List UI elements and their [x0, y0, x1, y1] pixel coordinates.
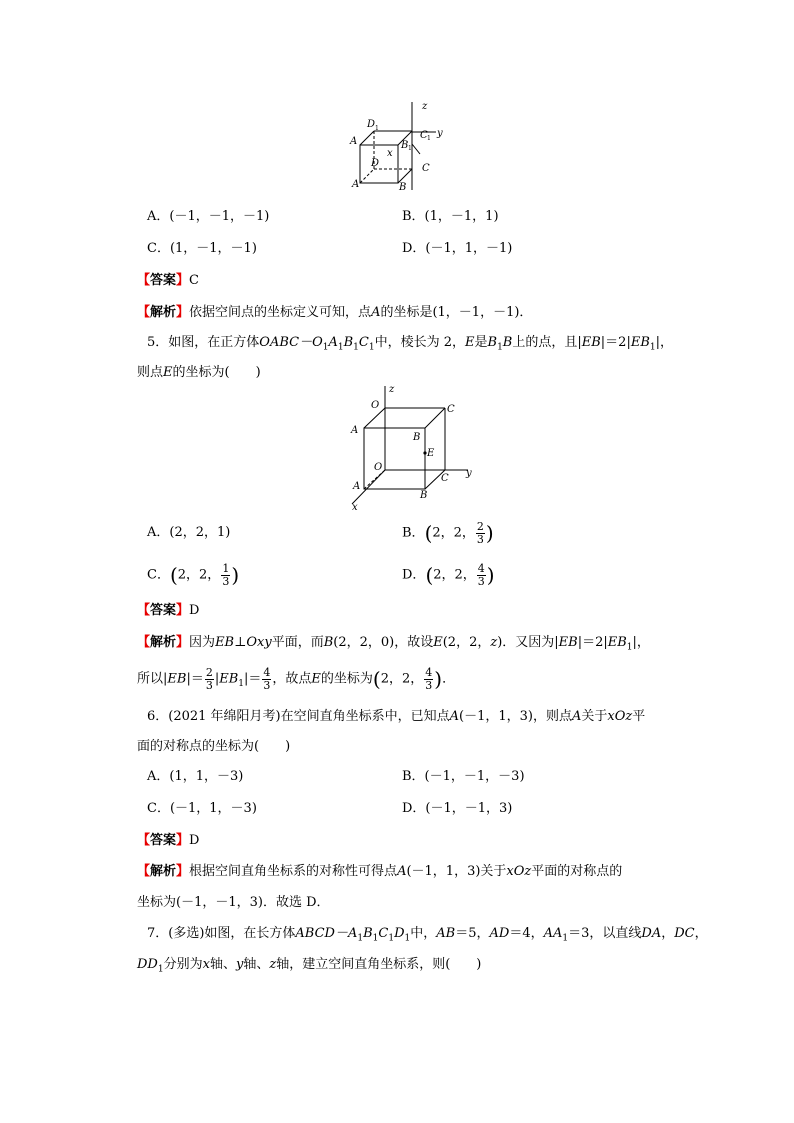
q4-answer: 【答案】C	[137, 273, 199, 288]
label-B: B	[420, 490, 428, 501]
q4-option-a: A．(－1，－1，－1)	[147, 209, 270, 224]
axis-x-label: x	[352, 502, 358, 513]
q6-explanation-line1: 【解析】根据空间直角坐标系的对称性可得点A(－1，1，3)关于xOz平面的对称点的	[137, 864, 623, 879]
q6-stem-line1: 6．(2021 年绵阳月考)在空间直角坐标系中，已知点A(－1，1，3)，则点A关于xOz平	[147, 709, 646, 724]
label-E: E	[427, 448, 435, 459]
q4-option-d: D．(－1，1，－1)	[402, 241, 513, 256]
label-B1: B	[401, 140, 409, 151]
label-C: C	[422, 163, 430, 174]
label-B: B	[399, 182, 407, 193]
q6-option-c: C．(－1，1，－3)	[147, 801, 257, 816]
axis-z-label: z	[422, 101, 428, 112]
label-O1: O	[371, 400, 380, 411]
q6-stem-line2: 面的对称点的坐标为( )	[137, 739, 291, 754]
label-C: C	[441, 473, 449, 484]
q5-option-b: B．(2，2， $\frac{2}{3}$ )	[402, 519, 494, 546]
cube-1-edges	[360, 102, 436, 190]
sub-C1: 1	[427, 135, 431, 142]
answer-value: C	[189, 273, 199, 288]
label-O: O	[374, 462, 383, 473]
label-A1: A	[350, 136, 358, 147]
q7-stem-line2: $DD_1$分别为x轴、y轴、z轴，建立空间直角坐标系，则( )	[137, 957, 482, 975]
q4-option-c: C．(1，－1，－1)	[147, 241, 257, 256]
axis-z-label: z	[389, 384, 395, 395]
q5-answer: 【答案】D	[137, 603, 200, 618]
q7-stem-line1: 7．(多选)如图，在长方体$ABCD-A_1B_1C_1D_1$中，AB＝5，AD＝4，$AA_1=3$，以直线DA，DC，	[147, 926, 708, 944]
q6-answer: 【答案】D	[137, 833, 200, 848]
axis-x-label: x	[387, 148, 393, 159]
q6-option-b: B．(－1，－1，－3)	[402, 769, 525, 784]
cube-figure-2	[340, 384, 480, 514]
q4-option-b: B．(1，－1，1)	[402, 209, 499, 224]
label-A1: A	[351, 425, 359, 436]
q4-explanation: 【解析】依据空间点的坐标定义可知，点A的坐标是(1，－1，－1)．	[137, 305, 533, 320]
label-C1: C	[447, 404, 455, 415]
label-A: A	[353, 481, 361, 492]
cube-figure-1	[340, 98, 450, 194]
q5-explanation-line1: 【解析】因为EB⊥Oxy平面，而B(2，2，0)，故设E(2，2，z)．又因为$|EB|=2|EB_1|$，	[137, 635, 650, 653]
q5-option-c: C．(2，2， $\frac{1}{3}$ )	[147, 561, 240, 588]
q5-stem-line2: 则点E的坐标为( )	[137, 365, 261, 380]
q5-stem-line1: 5．如图，在正方体$OABC-O_1A_1B_1C_1$中，棱长为 2，E是$B_1B$上的点，且$|EB|=2|EB_1|$，	[147, 335, 673, 353]
label-C1: C	[420, 130, 428, 141]
q5-explanation-line2: 所以|EB|＝ $\frac{2}{3}$ $|EB_1|=$ $\frac{4}{3}$ ，故点E的坐标为(2，2， $\frac{4}{3}$ )．	[137, 665, 456, 692]
label-D: D	[371, 158, 380, 169]
axis-y-label: y	[466, 468, 472, 479]
q6-explanation-line2: 坐标为(－1，－1，3)．故选 D．	[137, 895, 330, 910]
q5-option-a: A．(2，2，1)	[147, 525, 231, 540]
q6-option-d: D．(－1，－1，3)	[402, 801, 513, 816]
label-B1: B	[413, 432, 421, 443]
answer-tag: 答案	[150, 273, 177, 288]
q5-option-d: D．(2，2， $\frac{4}{3}$ )	[402, 561, 495, 588]
label-A: A	[352, 179, 360, 190]
axis-y-label: y	[437, 128, 443, 139]
label-D1: D	[367, 119, 376, 130]
q6-option-a: A．(1，1，－3)	[147, 769, 244, 784]
sub-D1: 1	[375, 125, 379, 132]
sub-B1: 1	[408, 145, 412, 152]
